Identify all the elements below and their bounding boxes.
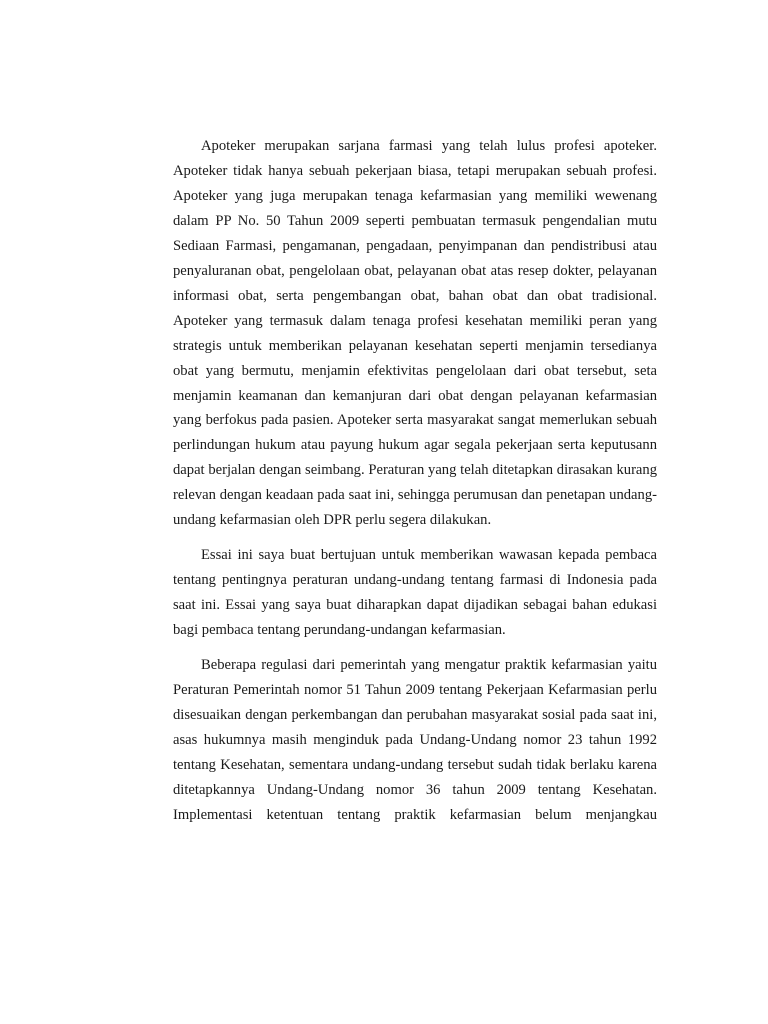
paragraph-1: Apoteker merupakan sarjana farmasi yang telah lulus profesi apoteker. Apoteker tidak hanya sebuah pekerjaan biasa, tetapi merupakan sebuah profesi. Apoteker yang juga merupakan tenaga kefarmasian yang memiliki wewenang dalam PP No. 50 Tahun 2009 seperti pembuatan termasuk pengendalian mutu Sediaan Farmasi, pengamanan, pengadaan, penyimpanan dan pendistribusi atau penyaluranan obat, pengelolaan obat, pelayanan obat atas resep dokter, pelayanan informasi obat, serta pengembangan obat, bahan obat dan obat tradisional. Apoteker yang termasuk dalam tenaga profesi kesehatan memiliki peran yang strategis untuk memberikan pelayanan kesehatan seperti menjamin tersedianya obat yang bermutu, menjamin efektivitas pengelolaan dari obat tersebut, seta menjamin keamanan dan kemanjuran dari obat dengan pelayanan kefarmasian yang berfokus pada pasien. Apoteker serta masyarakat sangat memerlukan sebuah perlindungan hukum atau payung hukum agar segala pekerjaan serta keputusann dapat berjalan dengan seimbang. Peraturan yang telah ditetapkan dirasakan kurang relevan dengan keadaan pada saat ini, sehingga perumusan dan penetapan undang-undang kefarmasian oleh DPR perlu segera dilakukan. [173, 138, 657, 529]
paragraph-2: Essai ini saya buat bertujuan untuk memberikan wawasan kepada pembaca tentang pentingnya peraturan undang-undang tentang farmasi di Indonesia pada saat ini. Essai yang saya buat diharapkan dapat dijadikan sebagai bahan edukasi bagi pembaca tentang perundang-undangan kefarmasian. [173, 547, 657, 639]
document-body [173, 134, 657, 838]
paragraph-3: Beberapa regulasi dari pemerintah yang mengatur praktik kefarmasian yaitu Peraturan Pemerintah nomor 51 Tahun 2009 tentang Pekerjaan Kefarmasian perlu disesuaikan dengan perkembangan dan perubahan masyarakat sosial pada saat ini, asas hukumnya masih menginduk pada Undang-Undang nomor 23 tahun 1992 tentang Kesehatan, sementara undang-undang tersebut sudah tidak berlaku karena ditetapkannya Undang-Undang nomor 36 tahun 2009 tentang Kesehatan. Implementasi ketentuan tentang praktik kefarmasian belum menjangkau [173, 657, 657, 823]
